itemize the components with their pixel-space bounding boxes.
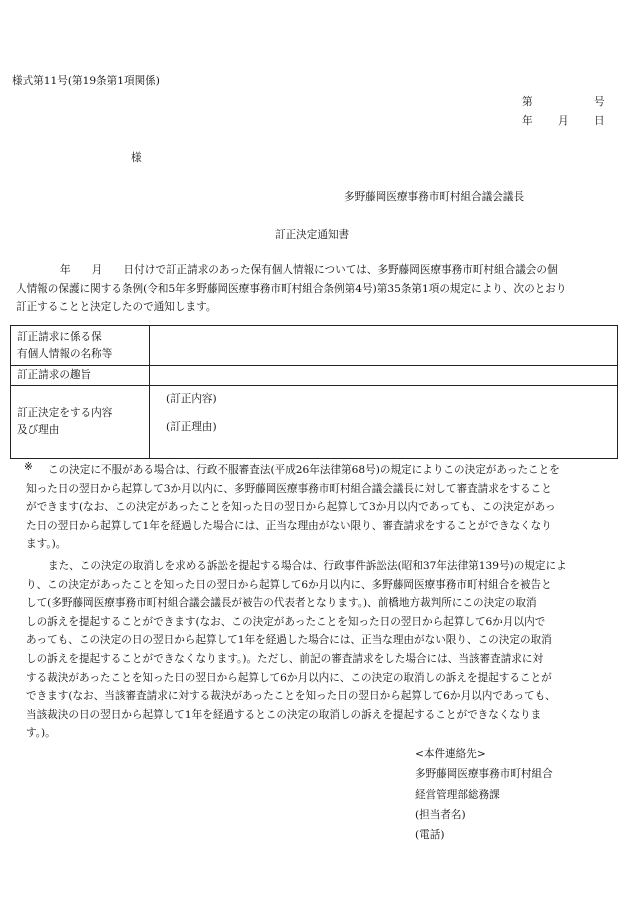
row-value bbox=[150, 386, 618, 459]
note-line: り、この決定があったことを知った日の翌日から起算して6か月以内に、多野藤岡医療事務市町村組合を被告と bbox=[26, 578, 552, 591]
note-mark: ※ bbox=[24, 461, 33, 473]
date-year: 年 bbox=[522, 115, 533, 127]
note-line: また、この決定の取消しを求める訴訟を提起する場合は、行政事件訴訟法(昭和37年法律第139号)の規定によ bbox=[48, 560, 567, 572]
note-line: た日の翌日から起算して1年を経過した場合には、正当な理由がない限り、審査請求をすることができなくなり bbox=[26, 519, 552, 532]
note-line: する裁決があったことを知った日の翌日から起算して6か月以内に、この決定の取消しの訴えを提起することが bbox=[26, 671, 552, 684]
note-line: す。)。 bbox=[26, 727, 56, 740]
note-line: 知った日の翌日から起算して3か月以内に、多野藤岡医療事務市町村組合議会議長に対して審査請求をすること bbox=[26, 482, 552, 495]
note-paragraph-2 bbox=[26, 557, 567, 743]
document-number-go: 号 bbox=[594, 96, 605, 108]
sender-name: 多野藤岡医療事務市町村組合議会議長 bbox=[344, 191, 525, 203]
document-title: 訂正決定通知書 bbox=[275, 229, 350, 241]
intro-line: 訂正することと決定したので通知します。 bbox=[16, 301, 217, 314]
note-line: できます(なお、当該審査請求に対する裁決があったことを知った日の翌日から起算して6か月以内であっても、 bbox=[26, 690, 556, 703]
contact-dept: 経営管理部総務課 bbox=[415, 788, 500, 801]
row-label: 訂正請求の趣旨 bbox=[11, 366, 150, 386]
contact-phone: (電話) bbox=[415, 829, 445, 842]
label-line: 訂正決定をする内容 bbox=[17, 407, 113, 419]
correction-table bbox=[10, 325, 618, 459]
document-number-dai: 第 bbox=[522, 96, 533, 108]
intro-line: 年 月 日付けで訂正請求のあった保有個人情報については、多野藤岡医療事務市町村組合議会の個 bbox=[60, 264, 558, 276]
table-row bbox=[11, 326, 618, 366]
addressee-suffix: 様 bbox=[131, 152, 142, 164]
date-month: 月 bbox=[558, 115, 569, 127]
table-row bbox=[11, 366, 618, 386]
row-value bbox=[150, 366, 618, 386]
row-value bbox=[150, 326, 618, 366]
row-label bbox=[11, 326, 150, 366]
correction-content-label: (訂正内容) bbox=[166, 393, 217, 405]
note-line: ます。)。 bbox=[26, 538, 67, 551]
form-number: 様式第11号(第19条第1項関係) bbox=[12, 75, 160, 87]
note-line: しの訴えを提起することができなくなります。)。ただし、前記の審査請求をした場合には、当該審査請求に対 bbox=[26, 652, 544, 665]
contact-block bbox=[415, 744, 553, 845]
intro-line: 人情報の保護に関する条例(令和5年多野藤岡医療事務市町村組合条例第4号)第35条第1項の規定により、次のとおり bbox=[16, 282, 567, 295]
intro-paragraph bbox=[16, 261, 566, 317]
note-paragraph-1 bbox=[26, 461, 560, 554]
date-day: 日 bbox=[594, 115, 605, 127]
note-line: あっても、この決定の日の翌日から起算して1年を経過した場合には、正当な理由がない限り、この決定の取消 bbox=[26, 634, 552, 647]
label-line: 訂正請求に係る保 bbox=[17, 330, 102, 343]
note-line: ができます(なお、この決定があったことを知った日の翌日から起算して3か月以内であっても、この決定があっ bbox=[26, 501, 556, 514]
contact-person: (担当者名) bbox=[415, 808, 466, 821]
table-row bbox=[11, 386, 618, 459]
note-line: して(多野藤岡医療事務市町村組合議会議長が被告の代表者となります。)、前橋地方裁判所にこの決定の取消 bbox=[26, 597, 537, 610]
note-line: この決定に不服がある場合は、行政不服審査法(平成26年法律第68号)の規定によりこの決定があったことを bbox=[48, 464, 560, 476]
label-line: 有個人情報の名称等 bbox=[17, 347, 113, 360]
row-label bbox=[11, 386, 150, 459]
note-line: 当該裁決の日の翌日から起算して1年を経過するとこの決定の取消しの訴えを提起することができなくなりま bbox=[26, 708, 542, 721]
note-line: しの訴えを提起することができます(なお、この決定があったことを知った日の翌日から起算して6か月以内で bbox=[26, 615, 546, 628]
contact-org: 多野藤岡医療事務市町村組合 bbox=[415, 768, 553, 781]
correction-reason-label: (訂正理由) bbox=[166, 421, 217, 433]
label-line: 及び理由 bbox=[17, 424, 60, 436]
contact-heading: <本件連絡先> bbox=[415, 748, 486, 760]
